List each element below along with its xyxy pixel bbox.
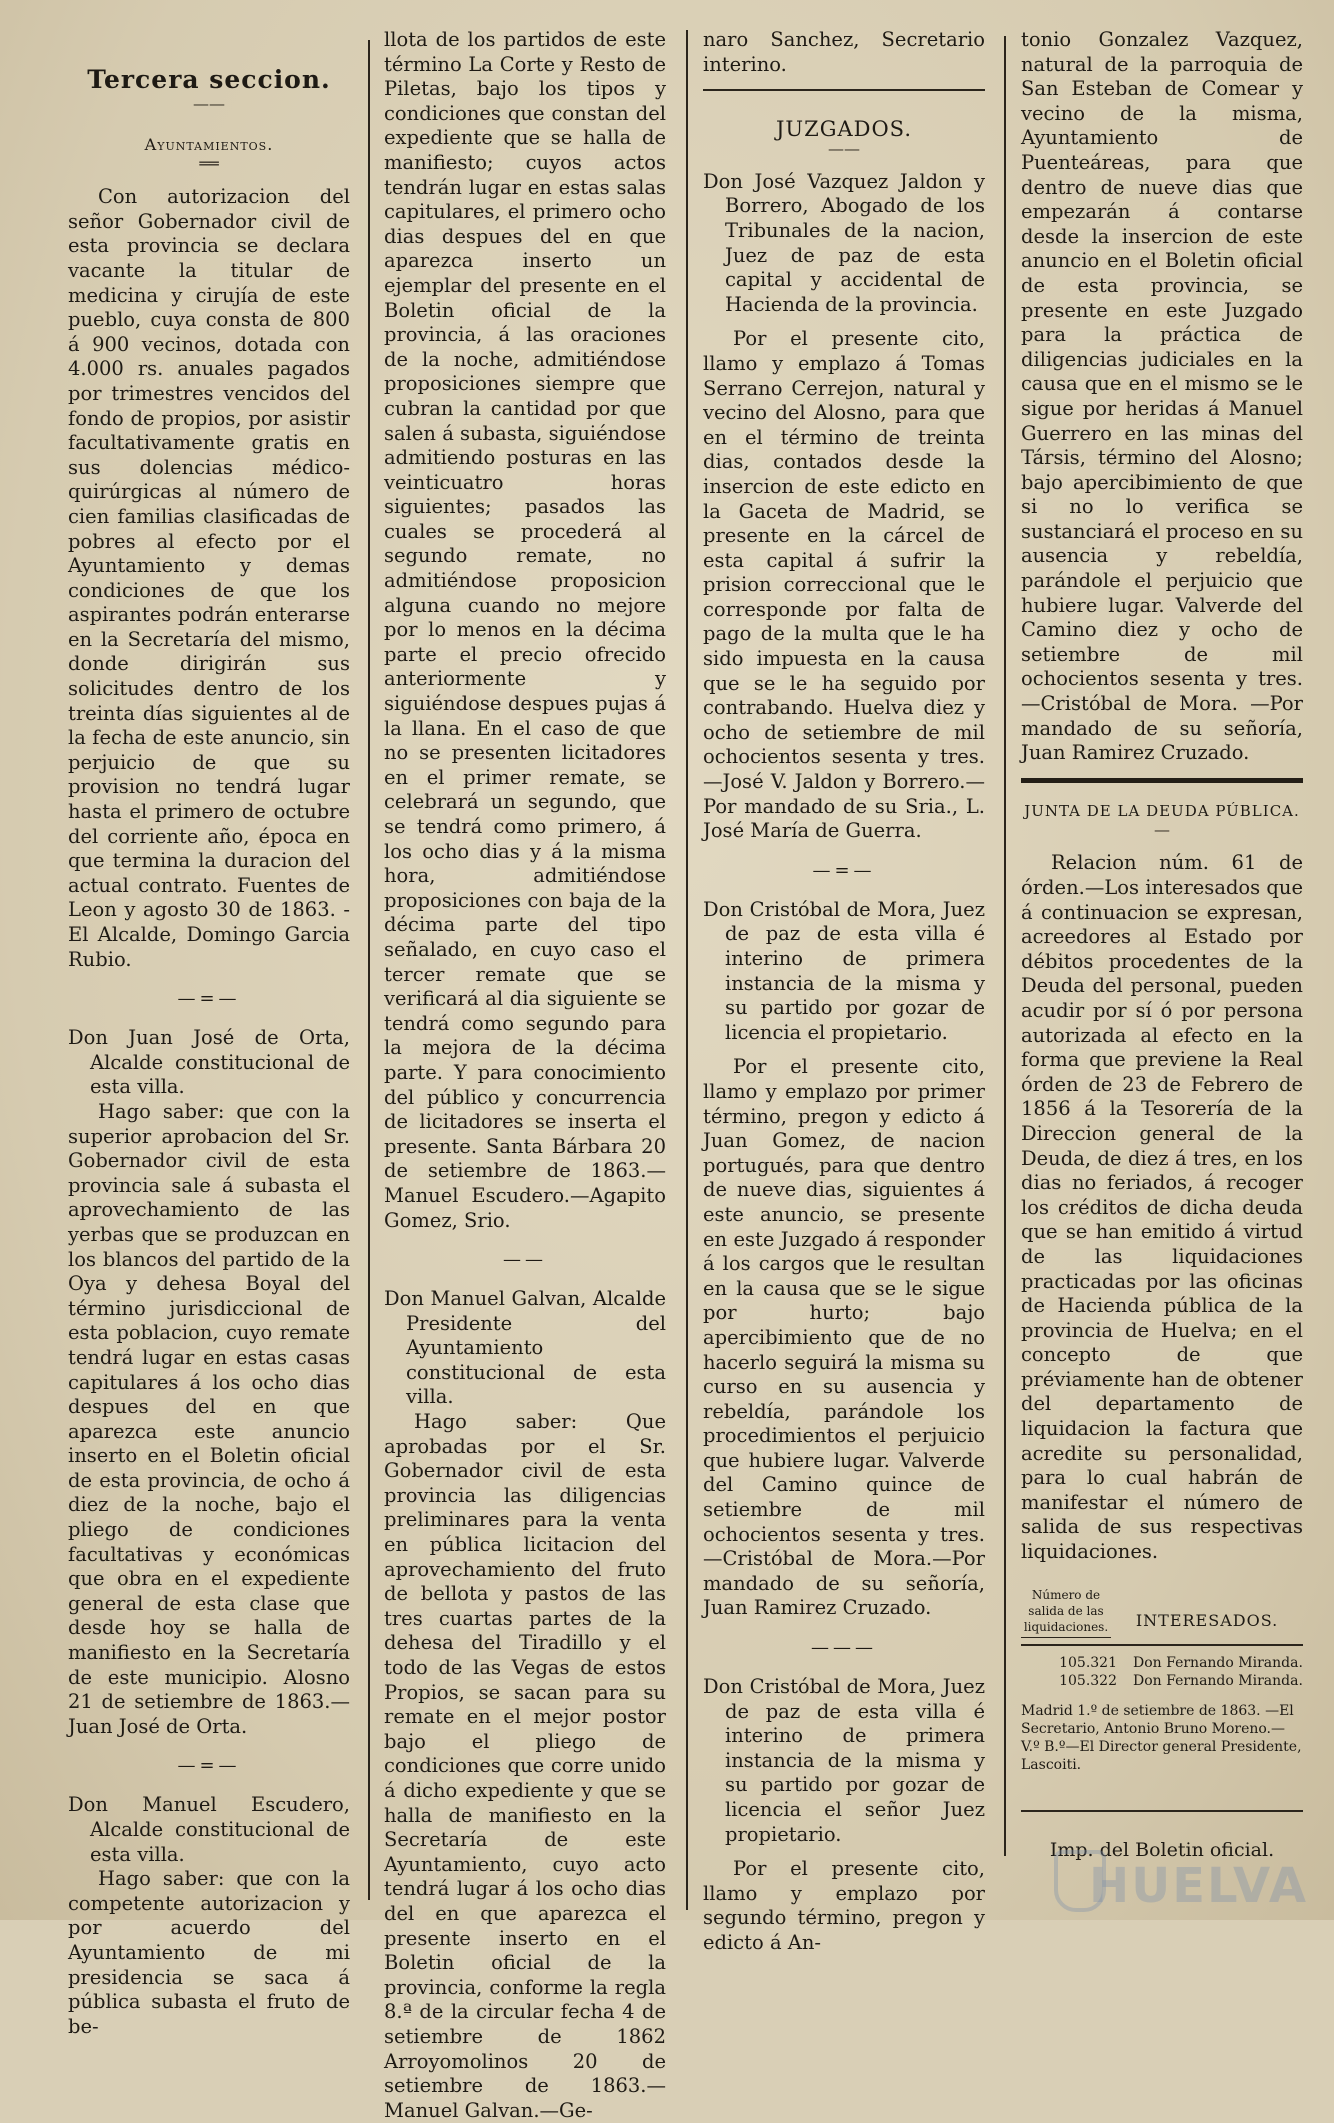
jaldon-edict-heading: Don José Vazquez Jaldon y Borrero, Abogado de los Tribunales de la nacion, Juez de paz de esta capital y accidental de Hacienda de la provincia. bbox=[703, 169, 985, 316]
column-1: Tercera seccion. —— Ayuntamientos. ══ Con autorizacion del señor Gobernador civil de esta provincia se declara vacante la titular de medicina y cirujía de este pueblo, cuya consta de 800 á 900 vecinos, dotada con 4.000 rs. anuales pagados por trimestres vencidos del fondo de propios, por asistir facultativamente gratis en sus dolencias médico-quirúrgicas al número de cien familias clasificadas de pobres al efecto por el Ayuntamiento y demas condiciones de que los aspirantes podrán enterarse en la Secretaría del mismo, donde dirigirán sus solicitudes dentro de los treinta días siguientes al de la fecha de este anuncio, sin perjuicio de que su provision no tendrá lugar hasta el primero de octubre del corriente año, época en que termina la duracion del actual contrato. Fuentes de Leon y agosto 30 de 1863. -El Alcalde, Domingo Garcia Rubio. —=— Don Juan José de Orta, Alcalde constitucional de esta villa. Hago saber: que con la superior aprobacion del Sr. Gobernador civil de esta provincia sale á subasta el aprovechamiento de las yerbas que se produzcan en los blancos del partido de la Oya y dehesa Boyal del término jurisdiccional de esta poblacion, cuyo remate tendrá lugar en estas casas capitulares á los ocho dias despues del en que aparezca este anuncio inserto en el Boletin oficial de esta provincia, de ocho á diez de la noche, bajo el pliego de condiciones facultativas y económicas que obra en el expediente general de esta clase que desde hoy se halla de manifiesto en la Secretaría de este municipio. Alosno 21 de setiembre de 1863.—Juan José de Orta. —=— Don Manuel Escudero, Alcalde constitucional de esta villa. Hago saber: que con la competente autorizacion y por acuerdo del Ayuntamiento de mi presidencia se saca á pública subasta el fruto de be- bbox=[68, 65, 350, 2038]
signature-block: Madrid 1.º de setiembre de 1863. —El Secretario, Antonio Bruno Moreno.—V.º B.º—El Director general Presidente, Lascoiti. bbox=[1021, 1702, 1302, 1773]
imprint: Imp. del Boletin oficial. bbox=[1049, 1838, 1275, 1861]
section-divider bbox=[703, 89, 985, 91]
orta-notice-body: Hago saber: que con la superior aprobacion del Sr. Gobernador civil de esta provincia sale á subasta el aprovechamiento de las yerbas que se produzcan en los blancos del partido de la Oya y dehesa Boyal del término jurisdiccional de esta poblacion, cuyo remate tendrá lugar en estas casas capitulares á los ocho dias despues del en que aparezca este anuncio inserto en el Boletin oficial de esta provincia, de ocho á diez de la noche, bajo el pliego de condiciones facultativas y económicas que obra en el expediente general de esta clase que desde hoy se halla de manifiesto en la Secretaría de este municipio. Alosno 21 de setiembre de 1863.—Juan José de Orta. bbox=[68, 1099, 350, 1738]
escudero-notice-heading: Don Manuel Escudero, Alcalde constitucional de esta villa. bbox=[68, 1793, 350, 1866]
column-2: llota de los partidos de este término La Corte y Resto de Piletas, bajo los tipos y condiciones que constan del expediente que se halla de manifiesto; cuyos actos tendrán lugar en estas salas capitulares, el primero ocho dias despues del en que aparezca inserto un ejemplar del presente en el Boletin oficial de la provincia, á las oraciones de la noche, admitiéndose proposiciones siempre que cubran la cantidad por que salen á subasta, siguiéndose admitiendo posturas en las veinticuatro horas siguientes; pasados las cuales se procederá al segundo remate, no admitiéndose proposicion alguna cuando no mejore por lo menos en la décima parte el precio ofrecido anteriormente y siguiéndose despues pujas á la llana. En el caso de que no se presenten licitadores en el primer remate, se celebrará un segundo, que se tendrá como primero, á los ocho dias y á la misma hora, admitiéndose proposiciones con baja de la décima parte del tipo señalado, en cuyo caso el tercer remate que se verificará al dia siguiente se tendrá como segundo para la mejora de la décima parte. Y para conocimiento del público y concurrencia de licitadores se inserta el presente. Santa Bárbara 20 de setiembre de 1863.—Manuel Escudero.—Agapito Gomez, Srio. —— Don Manuel Galvan, Alcalde Presidente del Ayuntamiento constitucional de esta villa. Hago saber: Que aprobadas por el Sr. Gobernador civil de esta provincia las diligencias preliminares para la venta en pública licitacion del aprovechamiento del fruto de bellota y pastos de las tres cuartas partes de la dehesa del Tiradillo y el todo de las Vegas de estos Propios, se sacan para su remate en el mejor postor bajo el pliego de condiciones que corre unido á dicho expediente y que se halla de manifiesto en la Secretaría de este Ayuntamiento, cuyo acto tendrá lugar á los ocho dias del en que aparezca el presente inserto en el Boletin oficial de la provincia, conforme la regla 8.ª de la circular fecha 4 de setiembre de 1862 Arroyomolinos 20 de setiembre de 1863.—Manuel Galvan.—Ge- bbox=[384, 28, 666, 2122]
jaldon-edict-body: Por el presente cito, llamo y emplazo á Tomas Serrano Cerrejon, natural y vecino del Alosno, para que en el término de treinta dias, contados desde la insercion de este edicto en la Gaceta de Madrid, se presente en la cárcel de esta capital á sufrir la prision correccional que le corresponde por falta de pago de la multa que le ha sido impuesta en la causa que se le ha seguido por contrabando. Huelva diez y ocho de setiembre de mil ochocientos sesenta y tres.—José V. Jaldon y Borrero.—Por mandado de su Sria., L. José María de Guerra. bbox=[703, 327, 985, 843]
mora-edict-2-heading: Don Cristóbal de Mora, Juez de paz de esta villa é interino de primera instancia de la misma y su partido por gozar de licencia el señor Juez propietario. bbox=[703, 1675, 985, 1846]
mora-edict-2-continued: tonio Gonzalez Vazquez, natural de la parroquia de San Esteban de Comear y vecino de la misma, Ayuntamiento de Puenteáreas, para que dentro de nueve dias que empezarán á contarse desde la insercion de este anuncio en el Boletin oficial de esta provincia, se presente en este Juzgado para la práctica de diligencias judiciales en la causa que en el mismo se le sigue por heridas á Manuel Guerrero en las minas del Társis, término del Alosno; bajo apercibimiento de que si no lo verifica se sustanciará el proceso en su ausencia y rebeldía, parándole el perjuicio que hubiere lugar. Valverde del Camino diez y ocho de setiembre de mil ochocientos sesenta y tres.—Cristóbal de Mora. —Por mandado de su señoría, Juan Ramirez Cruzado. bbox=[1021, 28, 1303, 765]
row-name: Don Fernando Miranda. bbox=[1133, 1654, 1303, 1671]
galvan-notice-heading: Don Manuel Galvan, Alcalde Presidente del Ayuntamiento constitucional de esta villa. bbox=[384, 1287, 666, 1409]
mora-edict-1-heading: Don Cristóbal de Mora, Juez de paz de esta villa é interino de primera instancia de la misma y su partido por gozar de licencia el propietario. bbox=[703, 897, 985, 1044]
escudero-notice-continued: llota de los partidos de este término La Corte y Resto de Piletas, bajo los tipos y condiciones que constan del expediente que se halla de manifiesto; cuyos actos tendrán lugar en estas salas capitulares, el primero ocho dias despues del en que aparezca inserto un ejemplar del presente en el Boletin oficial de la provincia, á las oraciones de la noche, admitiéndose proposiciones siempre que cubran la cantidad por que salen á subasta, siguiéndose admitiendo posturas en las veinticuatro horas siguientes; pasados las cuales se procederá al segundo remate, no admitiéndose proposicion alguna cuando no mejore por lo menos en la décima parte el precio ofrecido anteriormente y siguiéndose despues pujas á la llana. En el caso de que no se presenten licitadores en el primer remate, se celebrará un segundo, que se tendrá como primero, á los ocho dias y á la misma hora, admitiéndose proposiciones con baja de la décima parte del tipo señalado, en cuyo caso el tercer remate que se verificará al dia siguiente se tendrá como segundo para la mejora de la décima parte. Y para conocimiento del público y concurrencia de licitadores se inserta el presente. Santa Bárbara 20 de setiembre de 1863.—Manuel Escudero.—Agapito Gomez, Srio. bbox=[384, 28, 666, 1232]
orta-notice-heading: Don Juan José de Orta, Alcalde constitucional de esta villa. bbox=[68, 1026, 350, 1099]
galvan-notice-body: Hago saber: Que aprobadas por el Sr. Gobernador civil de esta provincia las diligencias preliminares para la venta en pública licitacion del aprovechamiento del fruto de bellota y pastos de las tres cuartas partes de la dehesa del Tiradillo y el todo de las Vegas de estos Propios, se sacan para su remate en el mejor postor bajo el pliego de condiciones que corre unido á dicho expediente y que se halla de manifiesto en la Secretaría de este Ayuntamiento, cuyo acto tendrá lugar á los ocho dias del en que aparezca el presente inserto en el Boletin oficial de la provincia, conforme la regla 8.ª de la circular fecha 4 de setiembre de 1862 Arroyomolinos 20 de setiembre de 1863.—Manuel Galvan.—Ge- bbox=[384, 1410, 666, 2122]
liquidations-table-header bbox=[1021, 1587, 1303, 1638]
ayuntamientos-title: Ayuntamientos. bbox=[144, 134, 274, 154]
table-row bbox=[1021, 1672, 1303, 1690]
row-number: 105.321 bbox=[1059, 1654, 1117, 1671]
section-divider bbox=[1021, 778, 1303, 783]
column-3: naro Sanchez, Secretario interino. JUZGADOS. —— Don José Vazquez Jaldon y Borrero, Abogado de los Tribunales de la nacion, Juez de paz de esta capital y accidental de Hacienda de la provincia. Por el presente cito, llamo y emplazo á Tomas Serrano Cerrejon, natural y vecino del Alosno, para que en el término de treinta dias, contados desde la insercion de este edicto en la Gaceta de Madrid, se presente en la cárcel de esta capital á sufrir la prision correccional que le corresponde por falta de pago de la multa que le ha sido impuesta en la causa que se le ha seguido por contrabando. Huelva diez y ocho de setiembre de mil ochocientos sesenta y tres.—José V. Jaldon y Borrero.—Por mandado de su Sria., L. José María de Guerra. —=— Don Cristóbal de Mora, Juez de paz de esta villa é interino de primera instancia de la misma y su partido por gozar de licencia el propietario. Por el presente cito, llamo y emplazo por primer término, pregon y edicto á Juan Gomez, de nacion portugués, para que dentro de nueve dias, siguientes á este anuncio, se presente en este Juzgado á responder á los cargos que le resultan en la causa que se le sigue por hurto; bajo apercibimiento que de no hacerlo seguirá la misma su curso en su ausencia y rebeldía, parándole los procedimientos el perjuicio que hubiere lugar. Valverde del Camino quince de setiembre de mil ochocientos sesenta y tres.—Cristóbal de Mora.—Por mandado de su señoría, Juan Ramirez Cruzado. ——— Don Cristóbal de Mora, Juez de paz de esta villa é interino de primera instancia de la misma y su partido por gozar de licencia el señor Juez propietario. Por el presente cito, llamo y emplazo por segundo término, pregon y edicto á An- bbox=[703, 28, 985, 1954]
table-column-interesados: INTERESADOS. bbox=[1135, 1610, 1279, 1630]
column-rule bbox=[686, 30, 688, 1910]
escudero-notice-body: Hago saber: que con la competente autorizacion y por acuerdo del Ayuntamiento de mi presidencia se saca á pública subasta el fruto de be- bbox=[68, 1867, 350, 2038]
juzgados-title: JUZGADOS. bbox=[775, 117, 912, 142]
column-4: tonio Gonzalez Vazquez, natural de la parroquia de San Esteban de Comear y vecino de la misma, Ayuntamiento de Puenteáreas, para que dentro de nueve dias que empezarán á contarse desde la insercion de este anuncio en el Boletin oficial de esta provincia, se presente en este Juzgado para la práctica de diligencias judiciales en la causa que en el mismo se le sigue por heridas á Manuel Guerrero en las minas del Társis, término del Alosno; bajo apercibimiento de que si no lo verifica se sustanciará el proceso en su ausencia y rebeldía, parándole el perjuicio que hubiere lugar. Valverde del Camino diez y ocho de setiembre de mil ochocientos sesenta y tres.—Cristóbal de Mora. —Por mandado de su señoría, Juan Ramirez Cruzado. JUNTA DE LA DEUDA PÚBLICA. — Relacion núm. 61 de órden.—Los interesados que á continuacion se expresan, acreedores al Estado por débitos procedentes de la Deuda del personal, pueden acudir por sí ó por persona autorizada al efecto en la forma que previene la Real órden de 23 de Febrero de 1856 á la Tesorería de la Direccion general de la Deuda, de diez á tres, en los dias no feriados, á recoger los créditos de dicha deuda que se han emitido á virtud de las liquidaciones practicadas por las oficinas de Hacienda pública de la provincia de Huelva; en el concepto de que préviamente han de obtener del departamento de liquidacion la factura que acredite su personalidad, para lo cual habrán de manifestar el número de salida de sus respectivas liquidaciones. Número de salida de las liquidaciones. INTERESADOS. 105.321 Don Fernando Miranda. 105.322 Don Fernando Miranda. Madrid 1.º de setiembre de 1863. —El Secretario, Antonio Bruno Moreno.—V.º B.º—El Director general Presidente, Lascoiti. Imp. del Boletin oficial. bbox=[1021, 28, 1303, 1861]
junta-deuda-title: JUNTA DE LA DEUDA PÚBLICA. bbox=[1024, 801, 1300, 820]
junta-deuda-body: Relacion núm. 61 de órden.—Los interesados que á continuacion se expresan, acreedores al Estado por débitos procedentes de la Deuda del personal, pueden acudir por sí ó por persona autorizada al efecto en la forma que previene la Real órden de 23 de Febrero de 1856 á la Tesorería de la Direccion general de la Deuda, de diez á tres, en los dias no feriados, á recoger los créditos de dicha deuda que se han emitido á virtud de las liquidaciones practicadas por las oficinas de Hacienda pública de la provincia de Huelva; en el concepto de que préviamente han de obtener del departamento de liquidacion la factura que acredite su personalidad, para lo cual habrán de manifestar el número de salida de sus respectivas liquidaciones. bbox=[1021, 851, 1303, 1564]
column-rule bbox=[1004, 36, 1006, 1856]
row-number: 105.322 bbox=[1059, 1672, 1117, 1689]
table-row bbox=[1021, 1654, 1303, 1672]
row-name: Don Fernando Miranda. bbox=[1133, 1672, 1303, 1689]
section-title: Tercera seccion. bbox=[87, 65, 331, 94]
column-rule bbox=[368, 40, 370, 1900]
mora-edict-2-body: Por el presente cito, llamo y emplazo por segundo término, pregon y edicto á An- bbox=[703, 1857, 985, 1954]
table-column-number: Número de salida de las liquidaciones. bbox=[1021, 1587, 1111, 1638]
mora-edict-1-body: Por el presente cito, llamo y emplazo por primer término, pregon y edicto á Juan Gomez, de nacion portugués, para que dentro de nueve dias, siguientes á este anuncio, se presente en este Juzgado á responder á los cargos que le resultan en la causa que se le sigue por hurto; bajo apercibimiento que de no hacerlo seguirá la misma su curso en su ausencia y rebeldía, parándole los procedimientos el perjuicio que hubiere lugar. Valverde del Camino quince de setiembre de mil ochocientos sesenta y tres.—Cristóbal de Mora.—Por mandado de su señoría, Juan Ramirez Cruzado. bbox=[703, 1055, 985, 1620]
galvan-notice-continued: naro Sanchez, Secretario interino. bbox=[703, 28, 985, 76]
huelva-watermark: HUELVA bbox=[1089, 1858, 1308, 1914]
medicine-vacancy-notice: Con autorizacion del señor Gobernador civil de esta provincia se declara vacante la titular de medicina y cirujía de este pueblo, cuya consta de 800 á 900 vecinos, dotada con 4.000 rs. anuales pagados por trimestres vencidos del fondo de propios, por asistir facultativamente gratis en sus dolencias médico-quirúrgicas al número de cien familias clasificadas de pobres al efecto por el Ayuntamiento y demas condiciones de que los aspirantes podrán enterarse en la Secretaría del mismo, donde dirigirán sus solicitudes dentro de los treinta días siguientes al de la fecha de este anuncio, sin perjuicio de que su provision no tendrá lugar hasta el primero de octubre del corriente año, época en que termina la duracion del actual contrato. Fuentes de Leon y agosto 30 de 1863. -El Alcalde, Domingo Garcia Rubio. bbox=[68, 185, 350, 971]
